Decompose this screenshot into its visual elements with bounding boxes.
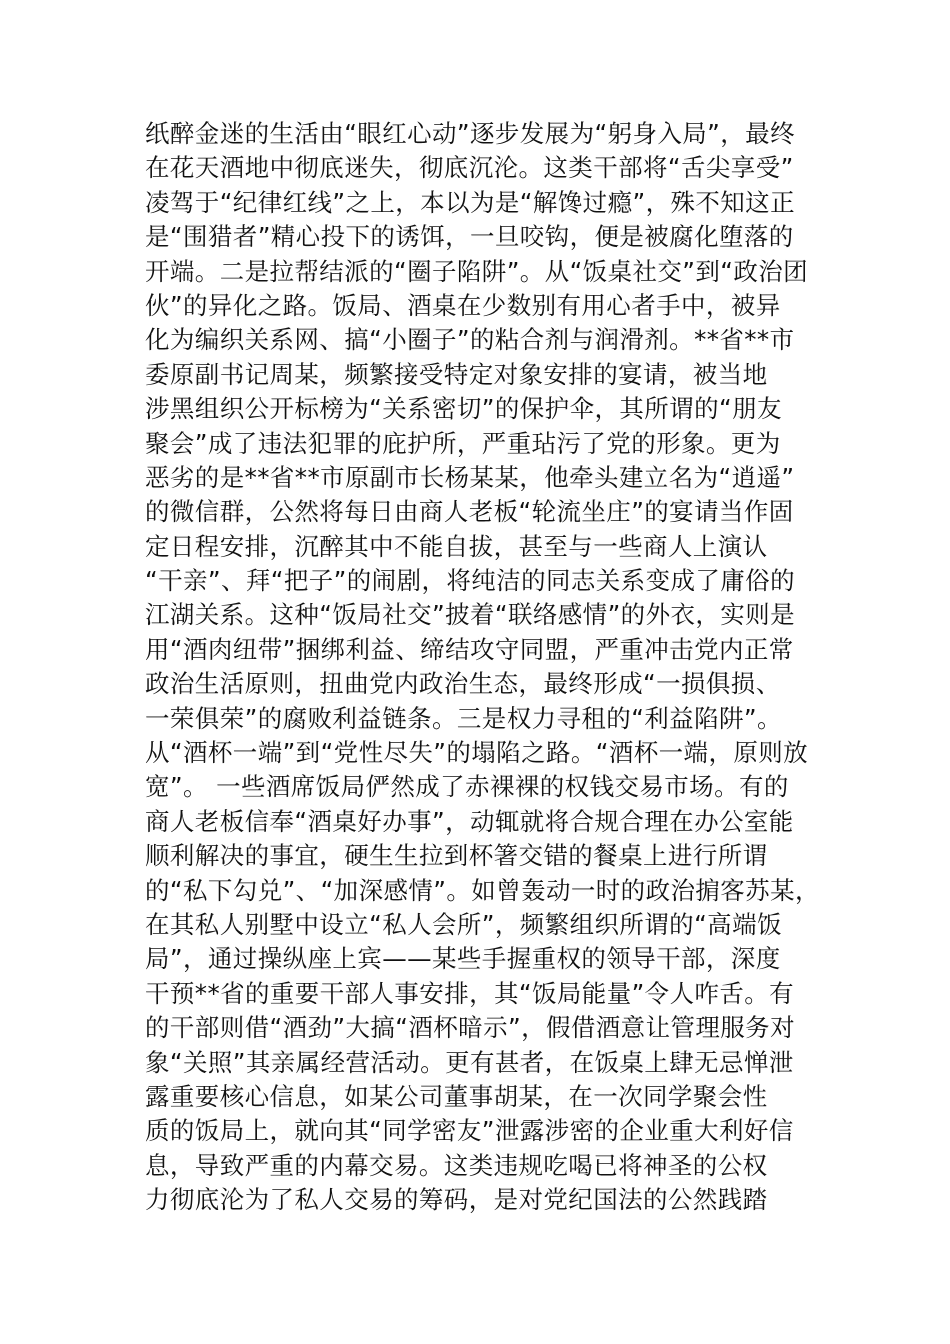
text-line: 局”，通过操纵座上宾——某些手握重权的领导干部，深度 xyxy=(145,944,781,974)
text-line: 委原副书记周某，频繁接受特定对象安排的宴请，被当地 xyxy=(145,359,768,389)
text-line: 纸醉金迷的生活由“眼红心动”逐步发展为“躬身入局”，最终 xyxy=(145,119,795,148)
text-line: 凌驾于“纪律红线”之上，本以为是“解馋过瘾”，殊不知这正 xyxy=(145,187,795,217)
text-line: 象“关照”其亲属经营活动。更有甚者，在饭桌上肆无忌惮泄 xyxy=(145,1047,794,1077)
text-line: 聚会”成了违法犯罪的庇护所，严重玷污了党的形象。更为 xyxy=(145,428,781,458)
text-line: 息，导致严重的内幕交易。这类违规吃喝已将神圣的公权 xyxy=(145,1150,768,1180)
text-line: 是“围猎者”精心投下的诱饵，一旦咬钩，便是被腐化堕落的 xyxy=(145,222,794,252)
text-line: 用“酒肉纽带”捆绑利益、缔结攻守同盟，严重冲击党内正常 xyxy=(145,634,794,664)
text-line: 涉黑组织公开标榜为“关系密切”的保护伞，其所谓的“朋友 xyxy=(145,394,782,424)
text-line: 政治生活原则，扭曲党内政治生态，最终形成“一损俱损、 xyxy=(145,669,781,699)
text-line: 一荣俱荣”的腐败利益链条。三是权力寻租的“利益陷阱”。 xyxy=(145,703,782,733)
text-line: 顺利解决的事宜，硬生生拉到杯箸交错的餐桌上进行所谓 xyxy=(145,841,768,871)
body-paragraph xyxy=(145,117,845,1218)
text-line: 定日程安排，沉醉其中不能自拔，甚至与一些商人上演认 xyxy=(145,531,768,561)
text-line: 力彻底沦为了私人交易的筹码，是对党纪国法的公然践踏 xyxy=(145,1185,768,1215)
text-line: 宽”。 一些酒席饭局俨然成了赤裸裸的权钱交易市场。有的 xyxy=(145,772,789,802)
text-line: 化为编织关系网、搞“小圈子”的粘合剂与润滑剂。**省**市 xyxy=(145,325,795,355)
text-line: 恶劣的是**省**市原副市长杨某某，他牵头建立名为“逍遥” xyxy=(145,462,795,492)
text-line: 的“私下勾兑”、“加深感情”。如曾轰动一时的政治掮客苏某， xyxy=(145,875,820,905)
text-line: 伙”的异化之路。饭局、酒桌在少数别有用心者手中，被异 xyxy=(145,290,781,320)
text-line: 从“酒杯一端”到“党性尽失”的塌陷之路。“酒杯一端，原则放 xyxy=(145,738,809,768)
text-line: 开端。二是拉帮结派的“圈子陷阱”。从“饭桌社交”到“政治团 xyxy=(145,256,809,286)
text-line: 在其私人别墅中设立“私人会所”，频繁组织所谓的“高端饭 xyxy=(145,909,782,939)
text-line: 干预**省的重要干部人事安排，其“饭局能量”令人咋舌。有 xyxy=(145,978,795,1008)
text-line: “干亲”、拜“把子”的闹剧，将纯洁的同志关系变成了庸俗的 xyxy=(145,566,795,596)
text-line: 在花天酒地中彻底迷失，彻底沉沦。这类干部将“舌尖享受” xyxy=(145,153,794,183)
text-line: 质的饭局上，就向其“同学密友”泄露涉密的企业重大利好信 xyxy=(145,1116,794,1146)
text-line: 的微信群，公然将每日由商人老板“轮流坐庄”的宴请当作固 xyxy=(145,497,794,527)
text-line: 露重要核心信息，如某公司董事胡某，在一次同学聚会性 xyxy=(145,1081,768,1111)
text-line: 的干部则借“酒劲”大搞“酒杯暗示”，假借酒意让管理服务对 xyxy=(145,1013,795,1043)
text-line: 商人老板信奉“酒桌好办事”，动辄就将合规合理在办公室能 xyxy=(145,806,794,836)
text-line: 江湖关系。这种“饭局社交”披着“联络感情”的外衣，实则是 xyxy=(145,600,795,630)
